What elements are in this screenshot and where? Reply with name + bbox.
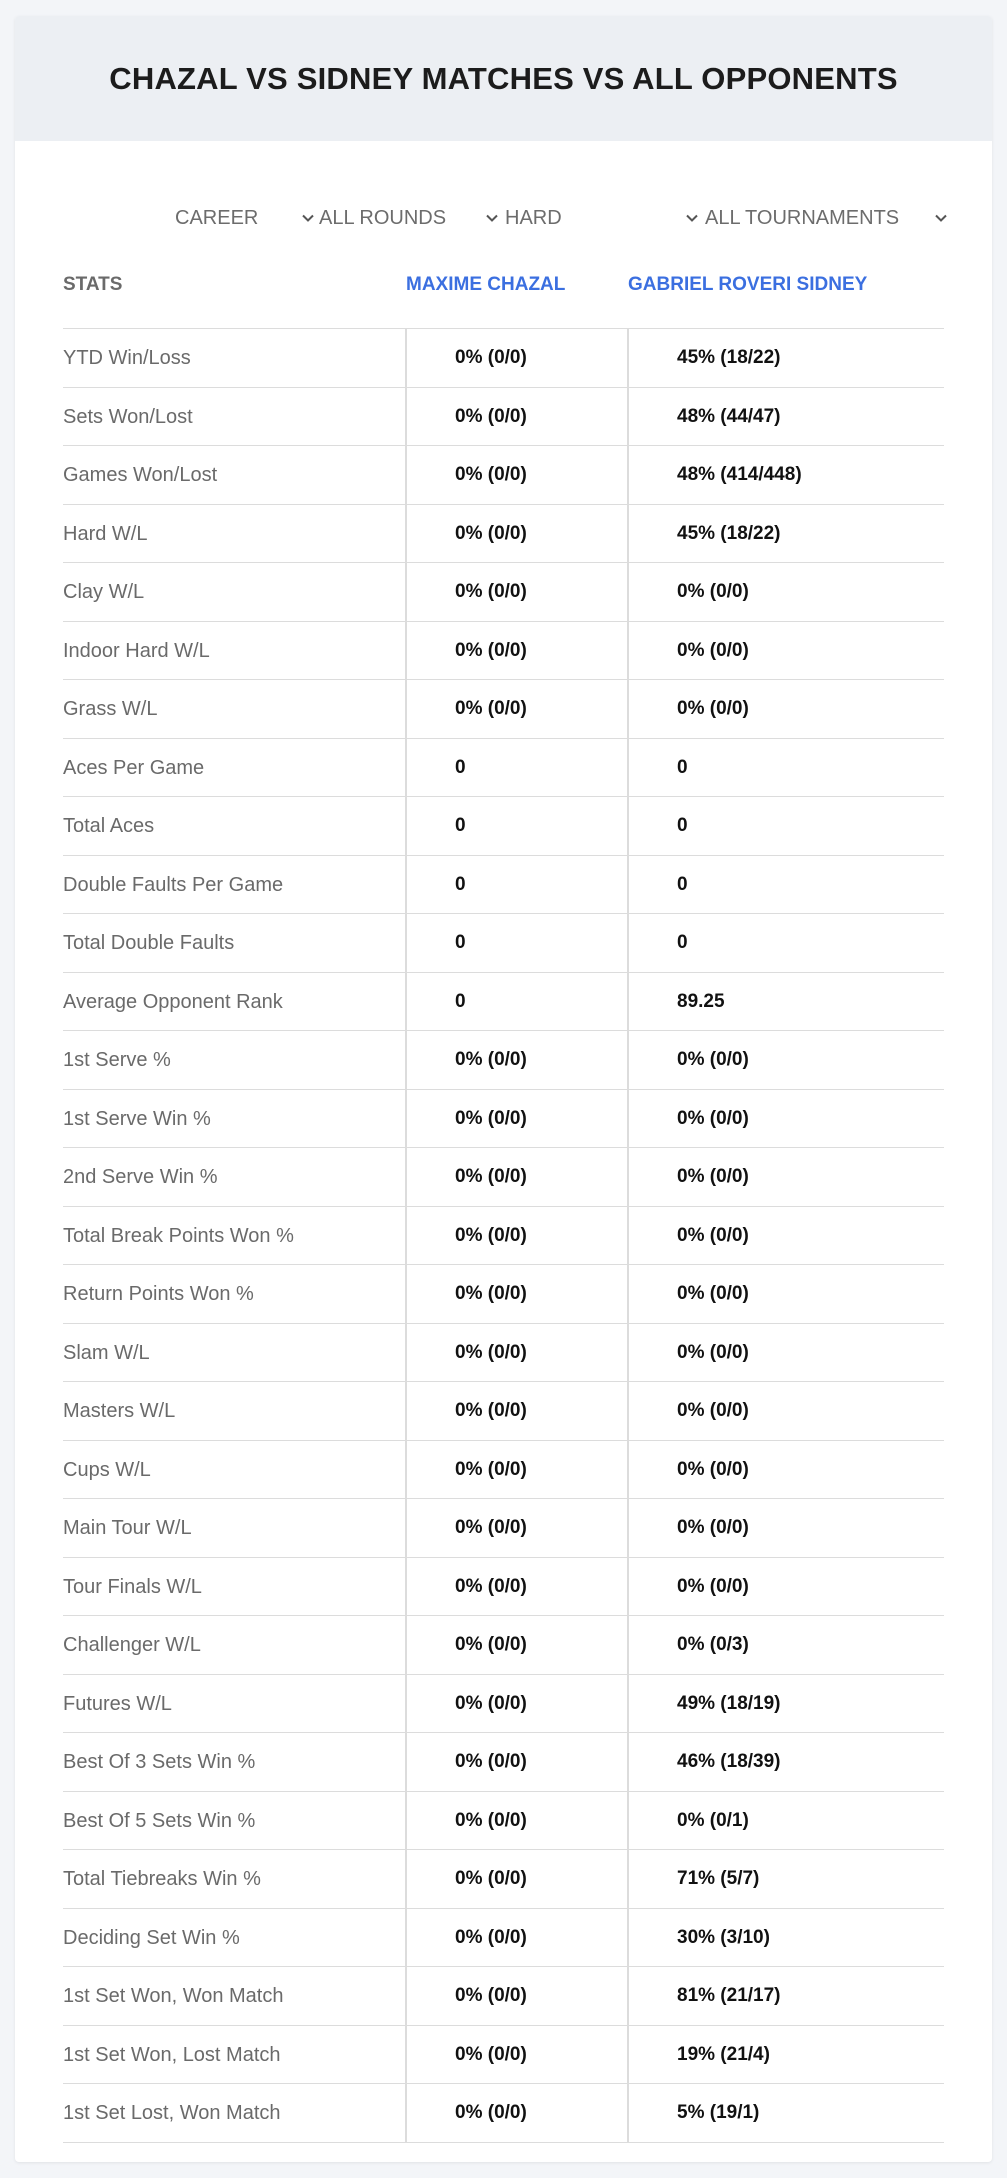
table-row [63, 973, 944, 1032]
table-row [63, 914, 944, 973]
player2-value: 0% (0/1) [627, 1792, 944, 1850]
player1-value: 0 [405, 914, 627, 972]
stat-label: Main Tour W/L [63, 1517, 192, 1539]
player2-value: 0% (0/0) [627, 1499, 944, 1557]
tournaments-select[interactable] [705, 198, 948, 238]
table-header [63, 256, 944, 329]
player2-value: 0% (0/0) [627, 1324, 944, 1382]
stat-label: 1st Set Won, Lost Match [63, 2043, 281, 2066]
player1-link[interactable]: MAXIME CHAZAL [406, 274, 566, 295]
player1-value: 0% (0/0) [405, 1909, 627, 1967]
table-row [63, 2084, 944, 2143]
table-row [63, 622, 944, 681]
player1-value: 0% (0/0) [405, 622, 627, 680]
table-row [63, 563, 944, 622]
player1-value: 0% (0/0) [405, 1499, 627, 1557]
stat-label: Masters W/L [63, 1400, 176, 1422]
table-row [63, 1031, 944, 1090]
player2-value: 5% (19/1) [627, 2084, 944, 2142]
player2-value: 48% (414/448) [627, 446, 944, 504]
table-row [63, 856, 944, 915]
stat-label: Total Tiebreaks Win % [63, 1868, 261, 1890]
rounds-select-value: ALL ROUNDS [319, 206, 447, 229]
stat-label: Sets Won/Lost [63, 405, 193, 428]
table-row [63, 2026, 944, 2085]
table-row [63, 1733, 944, 1792]
player2-value: 0 [627, 914, 944, 972]
stat-label: Games Won/Lost [63, 464, 218, 486]
stat-label: 2nd Serve Win % [63, 1166, 218, 1188]
player2-value: 46% (18/39) [627, 1733, 944, 1791]
stat-label: Total Double Faults [63, 932, 235, 954]
table-row [63, 739, 944, 798]
table-row [63, 1499, 944, 1558]
stat-label: Clay W/L [63, 581, 145, 603]
player1-value: 0% (0/0) [405, 1675, 627, 1733]
table-row [63, 1558, 944, 1617]
filter-bar [15, 186, 992, 256]
player2-value: 0% (0/0) [627, 680, 944, 738]
stat-label: Deciding Set Win % [63, 1926, 240, 1949]
player1-value: 0% (0/0) [405, 2084, 627, 2142]
player1-value: 0% (0/0) [405, 1967, 627, 2025]
table-row [63, 1850, 944, 1909]
table-row [63, 329, 944, 388]
table-row [63, 1792, 944, 1851]
stat-label: 1st Serve Win % [63, 1107, 211, 1130]
stat-label: 1st Set Lost, Won Match [63, 2102, 281, 2124]
player1-value: 0% (0/0) [405, 1382, 627, 1440]
period-select-value: CAREER [175, 206, 259, 229]
player1-value: 0 [405, 739, 627, 797]
table-row [63, 797, 944, 856]
player1-value: 0% (0/0) [405, 1616, 627, 1674]
stats-card [15, 16, 992, 2162]
stats-table [63, 256, 944, 2143]
chevron-down-icon [485, 211, 499, 225]
player2-link[interactable]: GABRIEL ROVERI SIDNEY [628, 274, 868, 295]
player1-value: 0 [405, 797, 627, 855]
stat-label: Double Faults Per Game [63, 873, 284, 896]
table-row [63, 680, 944, 739]
player1-value: 0% (0/0) [405, 1792, 627, 1850]
page-title: CHAZAL VS SIDNEY MATCHES VS ALL OPPONENTS [109, 60, 898, 96]
stat-label: Futures W/L [63, 1692, 172, 1715]
stat-label: YTD Win/Loss [63, 347, 191, 369]
chevron-down-icon [934, 211, 948, 225]
chevron-down-icon [685, 211, 699, 225]
player1-value: 0% (0/0) [405, 446, 627, 504]
tournaments-select-value: ALL TOURNAMENTS [705, 206, 900, 229]
table-row [63, 1324, 944, 1383]
player1-value: 0 [405, 973, 627, 1031]
period-select[interactable] [175, 198, 315, 238]
player1-value: 0% (0/0) [405, 1850, 627, 1908]
stat-label: Indoor Hard W/L [63, 639, 210, 662]
player1-value: 0% (0/0) [405, 1324, 627, 1382]
player1-value: 0% (0/0) [405, 1207, 627, 1265]
player2-value: 0% (0/0) [627, 622, 944, 680]
player1-value: 0 [405, 856, 627, 914]
player2-value: 0% (0/0) [627, 1265, 944, 1323]
rounds-select[interactable] [319, 198, 499, 238]
player2-value: 0 [627, 739, 944, 797]
player2-value: 49% (18/19) [627, 1675, 944, 1733]
player2-value: 45% (18/22) [627, 505, 944, 563]
stat-label: Cups W/L [63, 1458, 151, 1481]
table-row [63, 1382, 944, 1441]
stat-label: Grass W/L [63, 698, 158, 720]
table-row [63, 1909, 944, 1968]
chevron-down-icon [301, 211, 315, 225]
player1-value: 0% (0/0) [405, 388, 627, 446]
table-row [63, 1265, 944, 1324]
player2-value: 89.25 [627, 973, 944, 1031]
player2-value: 30% (3/10) [627, 1909, 944, 1967]
player2-value: 81% (21/17) [627, 1967, 944, 2025]
table-row [63, 1616, 944, 1675]
table-row [63, 1675, 944, 1734]
stat-label: Return Points Won % [63, 1283, 254, 1305]
stat-label: Aces Per Game [63, 756, 205, 779]
player2-value: 0 [627, 856, 944, 914]
player1-value: 0% (0/0) [405, 1265, 627, 1323]
table-row [63, 1207, 944, 1266]
table-row [63, 1967, 944, 2026]
player2-value: 0 [627, 797, 944, 855]
player1-value: 0% (0/0) [405, 680, 627, 738]
player2-value: 0% (0/0) [627, 1558, 944, 1616]
stat-label: Best Of 5 Sets Win % [63, 1809, 256, 1832]
player1-value: 0% (0/0) [405, 1148, 627, 1206]
stat-label: Tour Finals W/L [63, 1575, 202, 1598]
table-body [63, 329, 944, 2143]
player2-value: 0% (0/0) [627, 1031, 944, 1089]
stat-label: Total Break Points Won % [63, 1224, 294, 1247]
table-row [63, 505, 944, 564]
player1-value: 0% (0/0) [405, 1558, 627, 1616]
stat-label: Total Aces [63, 815, 155, 837]
stat-label: 1st Set Won, Won Match [63, 1985, 284, 2007]
stat-label: Hard W/L [63, 522, 148, 545]
player2-value: 0% (0/0) [627, 1148, 944, 1206]
player2-value: 0% (0/0) [627, 1207, 944, 1265]
page-header [15, 16, 992, 141]
stat-label: Challenger W/L [63, 1634, 201, 1656]
player2-value: 0% (0/0) [627, 563, 944, 621]
stat-label: 1st Serve % [63, 1049, 171, 1071]
player1-value: 0% (0/0) [405, 2026, 627, 2084]
player1-value: 0% (0/0) [405, 505, 627, 563]
column-header-stats: STATS [63, 274, 123, 295]
player2-value: 0% (0/0) [627, 1441, 944, 1499]
table-row [63, 446, 944, 505]
player1-value: 0% (0/0) [405, 329, 627, 387]
player1-value: 0% (0/0) [405, 1441, 627, 1499]
player1-value: 0% (0/0) [405, 1031, 627, 1089]
stat-label: Best Of 3 Sets Win % [63, 1751, 256, 1773]
stat-label: Average Opponent Rank [63, 990, 283, 1013]
player2-value: 0% (0/3) [627, 1616, 944, 1674]
player2-value: 0% (0/0) [627, 1382, 944, 1440]
surface-select[interactable] [505, 198, 699, 238]
table-row [63, 388, 944, 447]
player1-value: 0% (0/0) [405, 1090, 627, 1148]
player1-value: 0% (0/0) [405, 1733, 627, 1791]
player2-value: 45% (18/22) [627, 329, 944, 387]
player2-value: 48% (44/47) [627, 388, 944, 446]
player2-value: 71% (5/7) [627, 1850, 944, 1908]
stat-label: Slam W/L [63, 1341, 150, 1364]
table-row [63, 1090, 944, 1149]
player2-value: 19% (21/4) [627, 2026, 944, 2084]
surface-select-value: HARD [505, 206, 562, 229]
player2-value: 0% (0/0) [627, 1090, 944, 1148]
table-row [63, 1441, 944, 1500]
player1-value: 0% (0/0) [405, 563, 627, 621]
table-row [63, 1148, 944, 1207]
